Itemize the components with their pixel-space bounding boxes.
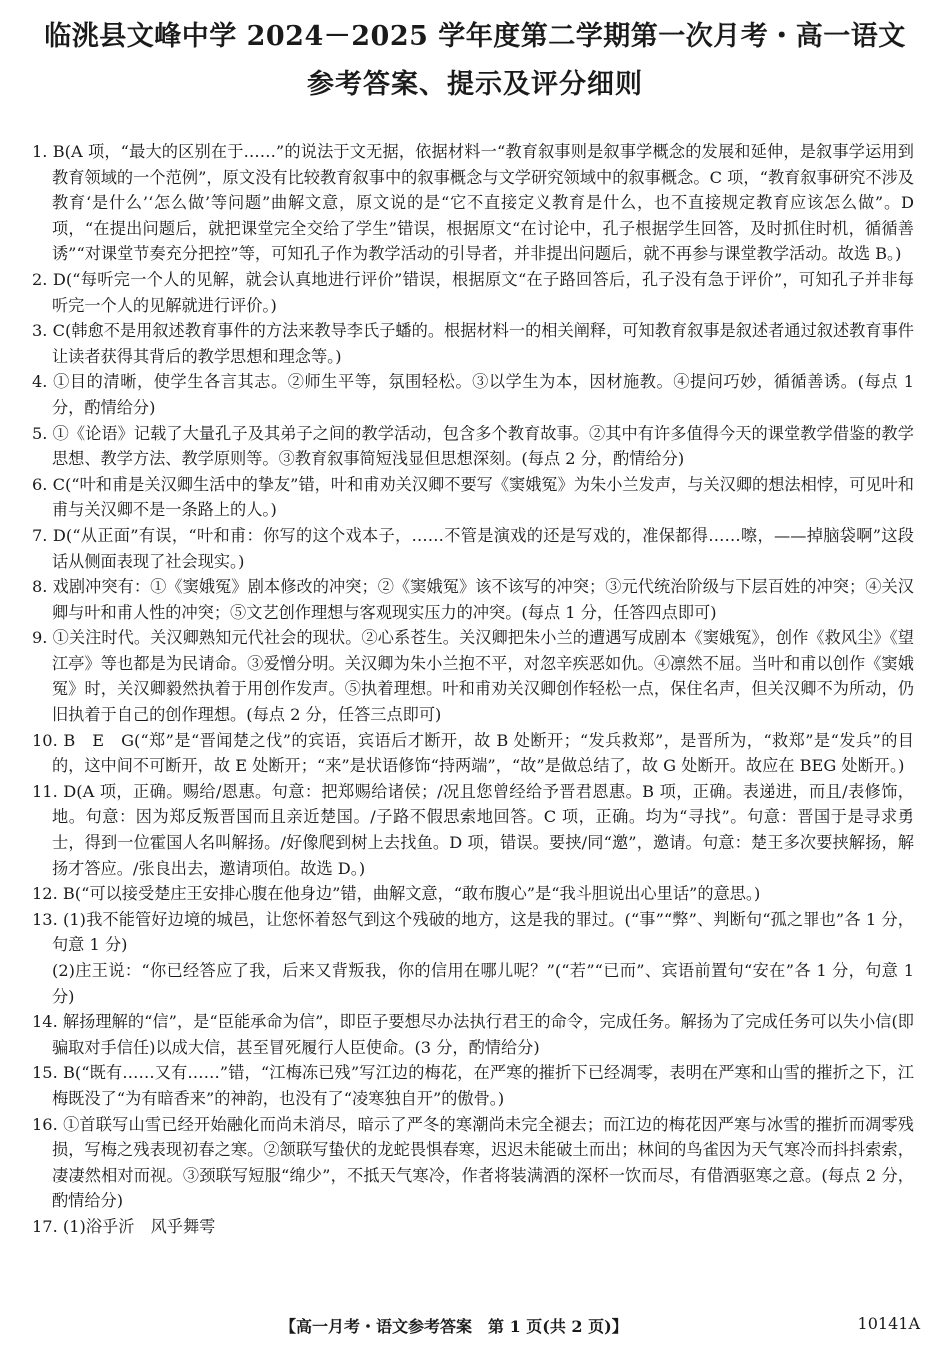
answer-item: 6. C(“叶和甫是关汉卿生活中的挚友”错，叶和甫劝关汉卿不要写《窦娥冤》为朱小兰发声，与关汉卿的想法相悖，可见叶和甫与关汉卿不是一条路上的人。) [32,474,914,520]
answer-item: 17. (1)浴乎沂 风乎舞雩 [32,1216,216,1236]
footer-code: 10141A [857,1314,920,1333]
answer-item: 8. 戏剧冲突有：①《窦娥冤》剧本修改的冲突；②《窦娥冤》该不该写的冲突；③元代统治阶级与下层百姓的冲突；④关汉卿与叶和甫人性的冲突；⑤文艺创作理想与客观现实压力的冲突。(每点 1 分，任答四点即可) [32,577,914,622]
answer-item: 3. C(韩愈不是用叙述教育事件的方法来教导李氏子蟠的。根据材料一的相关阐释，可知教育叙事是叙述者通过叙述教育事件让读者获得其背后的教学思想和理念等。) [32,321,914,366]
page-subtitle: 参考答案、提示及评分细则 [307,69,643,100]
answer-item: 13. (1)我不能管好边境的城邑，让您怀着怒气到这个残破的地方，这是我的罪过。(“事”“弊”、判断句“孤之罪也”各 1 分，句意 1 分) [32,909,914,955]
answer-item: 1. B(A 项，“最大的区别在于……”的说法于文无据，依据材料一“教育叙事则是叙事学概念的发展和延伸，是叙事学运用到教育领域的一个范例”，原文没有比较教育叙事中的叙事概念与文学研究领域中的叙事概念。C 项，“教育叙事研究不涉及教育‘是什么’‘怎么做’等问题”曲解文意，原文说的是“它不直接定义教育是什么，也不直接规定教育应该怎么做”。D 项，“在提出问题后，就把课堂完全交给了学生”错误，根据原文“在讨论中，孔子根据学生回答，及时抓住时机，循循善诱”“对课堂节奏充分把控”等，可知孔子作为教学活动的引导者，并非提出问题后，就不再参与课堂教学活动。故选 B。) [32,142,914,264]
page-footer [0,1314,950,1342]
answer-item: 16. ①首联写山雪已经开始融化而尚未消尽，暗示了严冬的寒潮尚未完全褪去；而江边的梅花因严寒与冰雪的摧折而凋零残损，写梅之残表现初春之寒。②颔联写蛰伏的龙蛇畏惧春寒，迟迟未能破土而出；林间的鸟雀因为天气寒冷而抖抖索索，凄凄然相对而视。③颈联写短服“绵少”，不抵天气寒冷，作者将装满酒的深杯一饮而尽，有借酒驱寒之意。(每点 2 分，酌情给分) [32,1114,914,1211]
answer-item: 9. ①关注时代。关汉卿熟知元代社会的现状。②心系苍生。关汉卿把朱小兰的遭遇写成剧本《窦娥冤》，创作《救风尘》《望江亭》等也都是为民请命。③爱憎分明。关汉卿为朱小兰抱不平，对忽辛疾恶如仇。④凛然不屈。当叶和甫以创作《窦娥冤》时，关汉卿毅然执着于用创作发声。⑤执着理想。叶和甫劝关汉卿创作轻松一点，保住名声，但关汉卿不为所动，仍旧执着于自己的创作理想。(每点 2 分，任答三点即可) [32,628,914,725]
page-title: 临洮县文峰中学 2024－2025 学年度第二学期第一次月考・高一语文 [44,21,906,52]
answer-item: 7. D(“从正面”有误，“叶和甫：你写的这个戏本子，……不管是演戏的还是写戏的，准保都得……嚓，——掉脑袋啊”这段话从侧面表现了社会现实。) [32,525,914,571]
answer-item: 14. 解扬理解的“信”，是“臣能承命为信”，即臣子要想尽办法执行君王的命令，完成任务。解扬为了完成任务可以失小信(即骗取对手信任)以成大信，甚至冒死履行人臣使命。(3 分，酌情给分) [32,1012,914,1057]
answer-list [32,139,914,1240]
answer-item: 2. D(“每听完一个人的见解，就会认真地进行评价”错误，根据原文“在子路回答后，孔子没有急于评价”，可知孔子并非每听完一个人的见解就进行评价。) [32,269,914,315]
answer-item: 11. D(A 项，正确。赐给/恩惠。句意：把郑赐给诸侯；/况且您曾经给予晋君恩惠。B 项，正确。表递进，而且/表修饰，地。句意：因为郑反叛晋国而且亲近楚国。/子路不假思索地回答。C 项，正确。均为“寻找”。句意：晋国于是寻求勇士，得到一位霍国人名叫解扬。/好像爬到树上去找鱼。D 项，错误。要挟/同“邀”，邀请。句意：楚王多次要挟解扬，解扬才答应。/张良出去，邀请项伯。故选 D。) [32,781,914,878]
answer-item: 12. B(“可以接受楚庄王安排心腹在他身边”错，曲解文意，“敢布腹心”是“我斗胆说出心里话”的意思。) [32,884,761,904]
answer-item: 4. ①目的清晰，使学生各言其志。②师生平等，氛围轻松。③以学生为本，因材施教。④提问巧妙，循循善诱。(每点 1 分，酌情给分) [32,372,914,417]
answer-item: 10. B E G(“郑”是“晋闻楚之伐”的宾语，宾语后才断开，故 B 处断开；“发兵救郑”，是晋所为，“救郑”是“发兵”的目的，这中间不可断开，故 E 处断开；“来”是状语修饰“持两端”，“故”是做总结了，故 G 处断开。故应在 BEG 处断开。) [32,730,914,776]
footer-page-info: 【高一月考・语文参考答案 第 1 页(共 2 页)】 [280,1317,628,1336]
answer-item: 5. ①《论语》记载了大量孔子及其弟子之间的教学活动，包含多个教育故事。②其中有许多值得今天的课堂教学借鉴的教学思想、教学方法、教学原则等。③教育叙事简短浅显但思想深刻。(每点 2 分，酌情给分) [32,423,914,469]
answer-item: 15. B(“既有……又有……”错，“江梅冻已残”写江边的梅花，在严寒的摧折下已经凋零，表明在严寒和山雪的摧折之下，江梅既没了“为有暗香来”的神韵，也没有了“凌寒独自开”的傲骨。) [32,1063,914,1108]
answer-subitem: (2)庄王说：“你已经答应了我，后来又背叛我，你的信用在哪儿呢？”(“若”“已而”、宾语前置句“安在”各 1 分，句意 1 分) [52,961,914,1006]
